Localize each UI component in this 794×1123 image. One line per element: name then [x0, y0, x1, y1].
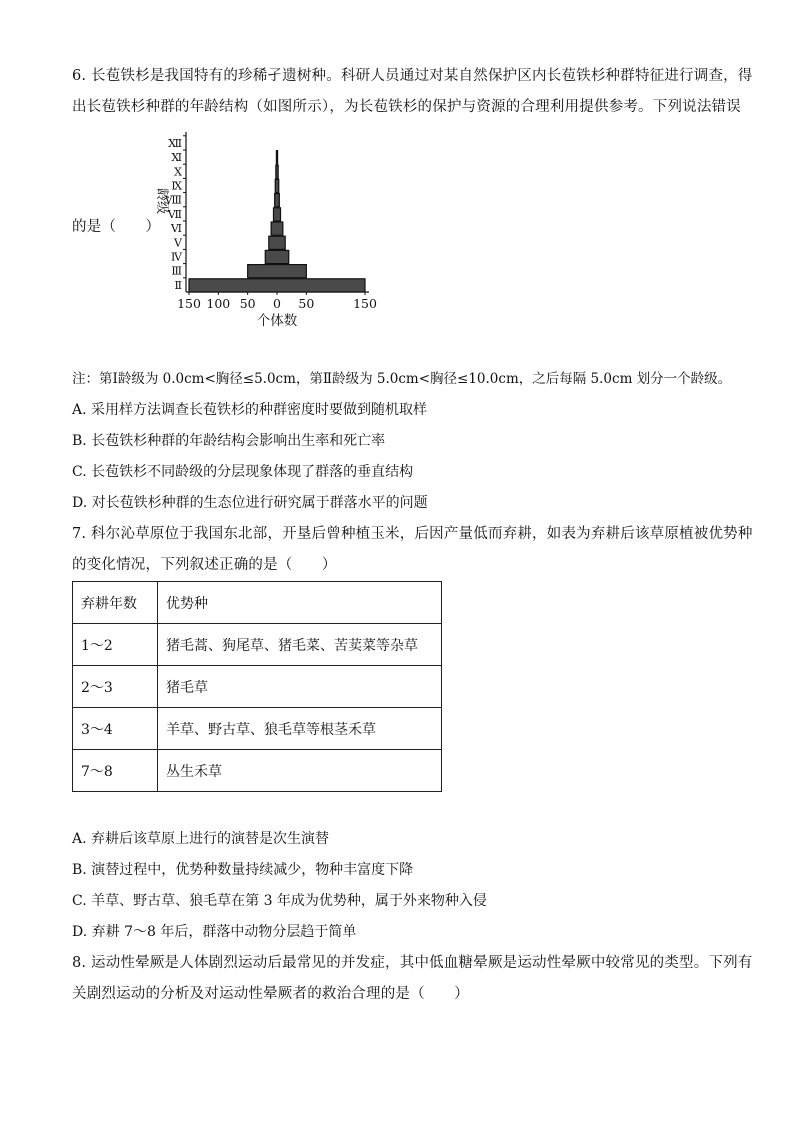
age-class-bar [265, 250, 288, 263]
age-class-tick-label: Ⅻ [168, 136, 182, 150]
age-class-bar [275, 179, 279, 192]
q8-stem-line-2: 关剧烈运动的分析及对运动性晕厥者的救治合理的是（ ） [72, 986, 469, 1002]
q6-stem-line-3: 的是（ ） [72, 219, 161, 235]
age-class-tick-label: Ⅵ [170, 222, 182, 236]
age-class-tick-label: Ⅶ [167, 207, 182, 221]
q8-stem-line-1: 8. 运动性晕厥是人体剧烈运动后最常见的并发症，其中低血糖晕厥是运动性晕厥中较常见的类型。下列有 [72, 955, 753, 971]
q6-note: 注：第Ⅰ龄级为 0.0cm<胸径≤5.0cm，第Ⅱ龄级为 5.0cm<胸径≤10.0cm，之后每隔 5.0cm 划分一个龄级。 [72, 371, 732, 387]
age-class-bar [271, 222, 283, 235]
q6-option-b: B. 长苞铁杉种群的年龄结构会影响出生率和死亡率 [72, 433, 386, 449]
table-header-cell: 弃耕年数 [73, 582, 158, 624]
age-class-bar [269, 236, 285, 249]
age-class-tick-label: Ⅲ [171, 264, 182, 278]
table-row [73, 666, 442, 708]
q7-stem-line-1: 7. 科尔沁草原位于我国东北部，开垦后曾种植玉米，后因产量低而弃耕，如表为弃耕后该草原植被优势种 [72, 526, 753, 542]
q6-option-d: D. 对长苞铁杉种群的生态位进行研究属于群落水平的问题 [72, 495, 428, 511]
x-tick-label: 100 [206, 296, 231, 311]
table-row [73, 750, 442, 792]
age-class-bar [189, 279, 365, 292]
age-structure-svg [150, 128, 390, 338]
table-cell: 7～8 [73, 750, 158, 792]
x-tick-label: 50 [239, 296, 256, 311]
table-cell: 羊草、野古草、狼毛草等根茎禾草 [158, 708, 442, 750]
table-cell: 2～3 [73, 666, 158, 708]
age-class-tick-label: Ⅳ [171, 250, 182, 264]
table-cell: 猪毛蒿、狗尾草、猪毛菜、苦荬菜等杂草 [158, 624, 442, 666]
table-row [73, 624, 442, 666]
age-class-bar [275, 194, 280, 207]
succession-table [72, 581, 442, 792]
table-cell: 3～4 [73, 708, 158, 750]
age-class-bar [248, 265, 307, 278]
age-class-tick-label: Ⅱ [174, 278, 182, 292]
q7-option-a: A. 弃耕后该草原上进行的演替是次生演替 [72, 831, 330, 847]
x-axis-label: 个体数 [256, 313, 298, 329]
age-structure-chart [150, 128, 390, 338]
age-class-tick-label: Ⅷ [164, 193, 182, 207]
q6-option-c: C. 长苞铁杉不同龄级的分层现象体现了群落的垂直结构 [72, 464, 414, 480]
age-class-tick-label: Ⅴ [174, 236, 182, 250]
q6-option-a: A. 采用样方法调查长苞铁杉的种群密度时要做到随机取样 [72, 402, 428, 418]
q6-stem-line-1: 6. 长苞铁杉是我国特有的珍稀孑遗树种。科研人员通过对某自然保护区内长苞铁杉种群特征进行调查，得 [72, 68, 753, 84]
age-class-bar [273, 208, 280, 221]
q7-stem-line-2: 的变化情况，下列叙述正确的是（ ） [72, 557, 337, 573]
q7-option-b: B. 演替过程中，优势种数量持续减少，物种丰富度下降 [72, 862, 414, 878]
table-cell: 1～2 [73, 624, 158, 666]
age-class-tick-label: Ⅸ [171, 179, 182, 193]
table-row [73, 708, 442, 750]
age-class-bar [276, 165, 278, 178]
age-class-tick-label: Ⅹ [174, 165, 182, 179]
x-tick-label: 150 [353, 296, 377, 311]
y-axis-label: 龄级 [154, 188, 169, 215]
x-tick-label: 50 [298, 296, 315, 311]
table-header-cell: 优势种 [158, 582, 442, 624]
q7-option-c: C. 羊草、野古草、狼毛草在第 3 年成为优势种，属于外来物种入侵 [72, 893, 487, 909]
age-class-tick-label: Ⅺ [171, 151, 182, 165]
q6-stem-line-2: 出长苞铁杉种群的年龄结构（如图所示），为长苞铁杉的保护与资源的合理利用提供参考。下列说法错误 [72, 99, 741, 115]
x-tick-label: 150 [177, 296, 201, 311]
q7-option-d: D. 弃耕 7～8 年后，群落中动物分层趋于简单 [72, 924, 357, 940]
table-cell: 猪毛草 [158, 666, 442, 708]
x-tick-label: 0 [273, 296, 281, 311]
table-header-row [73, 582, 442, 624]
table-cell: 丛生禾草 [158, 750, 442, 792]
